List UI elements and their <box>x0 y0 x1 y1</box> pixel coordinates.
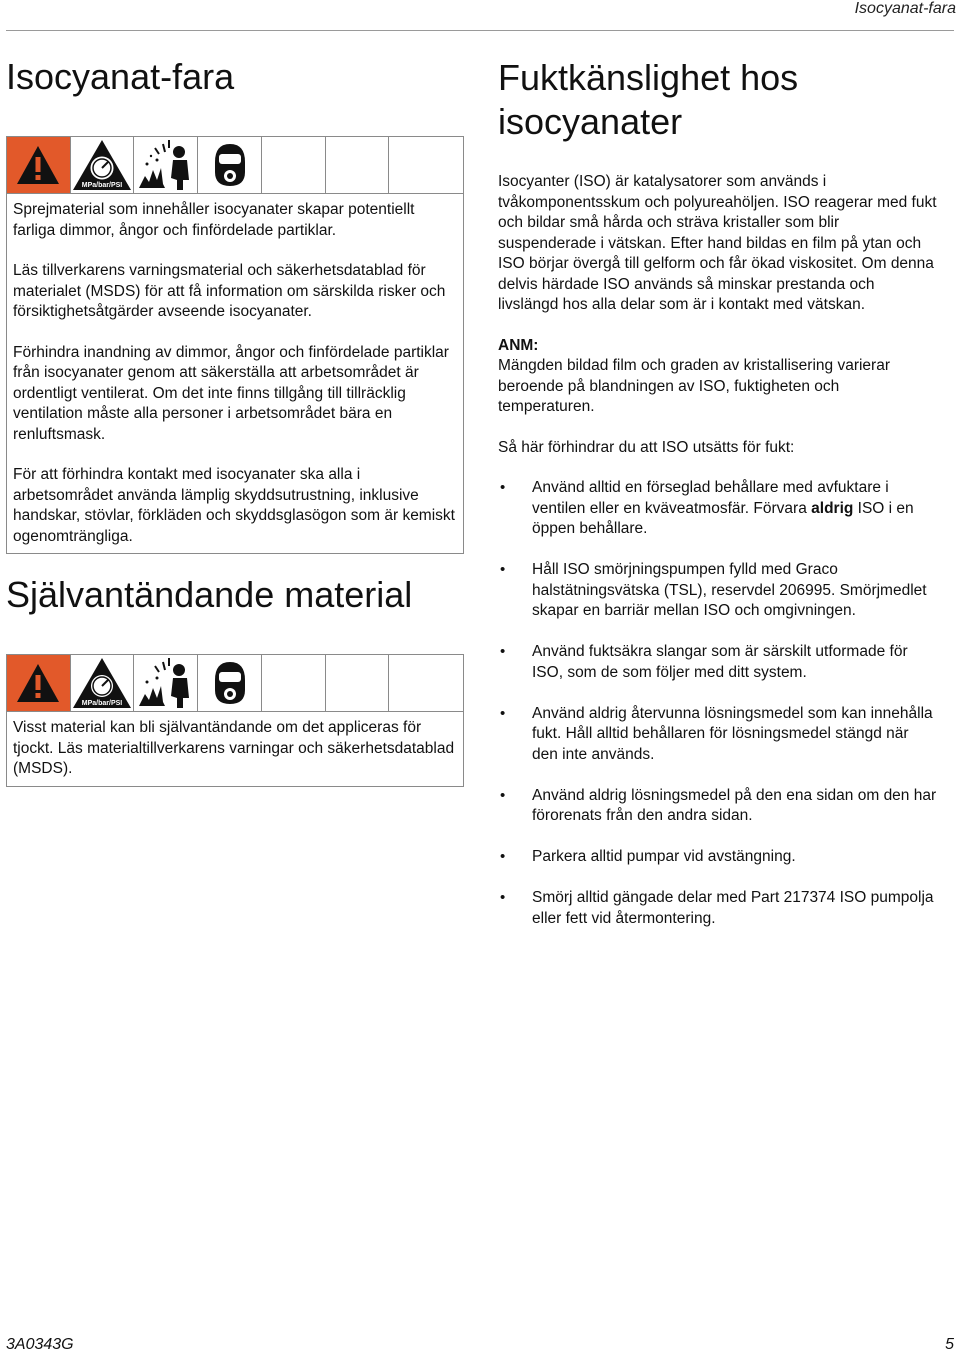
list-item-text: Använd aldrig återvunna lösningsmedel som kan innehålla fukt. Håll alltid behållaren för lösningsmedel stängd när den inte används. <box>532 704 933 763</box>
list-item <box>498 786 938 827</box>
warning-paragraph: Visst material kan bli självantändande om det appliceras för tjockt. Läs materialtillverkarens varningar och säkerhetsdatablad (MSDS). <box>13 719 455 777</box>
warning-box-self-igniting <box>6 654 464 787</box>
bullet-icon: • <box>500 561 506 578</box>
warning-triangle-icon <box>7 137 71 193</box>
warning-paragraph: Förhindra inandning av dimmor, ångor och finfördelade partiklar från isocyanater genom att säkerställa att arbetsområdet är ordentligt ventilerat. Om det inte finns tillgång till tillräcklig ventilation måste alla personer i arbetsområdet bära en renluftsmask. <box>13 343 449 443</box>
list-item <box>498 478 938 540</box>
bullet-icon: • <box>500 848 506 865</box>
warning-icon-row <box>7 137 463 194</box>
empty-icon-cell <box>326 137 390 193</box>
moisture-section-body <box>498 172 938 950</box>
respirator-mask-icon <box>198 655 262 711</box>
section-title-self-igniting: Självantändande material <box>6 574 413 615</box>
empty-icon-cell <box>389 137 463 193</box>
emphasis-never: aldrig <box>811 499 854 517</box>
list-item <box>498 888 938 929</box>
fire-explosion-person-icon <box>134 655 198 711</box>
warning-paragraph: Läs tillverkarens varningsmaterial och säkerhetsdatablad för materialet (MSDS) för att få information om särskilda risker och försiktighetsåtgärder avseende isocyanater. <box>13 262 446 320</box>
warning-paragraph: Sprejmaterial som innehåller isocyanater skapar potentiellt farliga dimmor, ångor och finfördelade partiklar. <box>13 201 415 239</box>
empty-icon-cell <box>326 655 390 711</box>
list-item <box>498 847 938 868</box>
fire-explosion-person-icon <box>134 137 198 193</box>
warning-text <box>7 712 463 786</box>
bullet-icon: • <box>500 643 506 660</box>
empty-icon-cell <box>262 137 326 193</box>
section-title-moisture-sensitivity: Fuktkänslighet hos isocyanater <box>498 57 799 142</box>
bullet-icon: • <box>500 889 506 906</box>
respirator-mask-icon <box>198 137 262 193</box>
list-item <box>498 560 938 622</box>
note-label: ANM: <box>498 336 539 354</box>
prevention-list <box>498 478 938 929</box>
list-item-text: Håll ISO smörjningspumpen fylld med Graco halstätningsvätska (TSL), reservdel 206995. Smörjmedlet skapar en barriär mellan ISO och omgivningen. <box>532 561 927 619</box>
header-rule <box>6 30 954 31</box>
document-code: 3A0343G <box>6 1336 74 1353</box>
warning-paragraph: För att förhindra kontakt med isocyanater ska alla i arbetsområdet använda lämplig skyddsutrustning, inklusive handskar, stövlar, förkläden och skyddsglasögon som är kemiskt ogenomträngliga. <box>13 466 455 545</box>
list-item <box>498 642 938 683</box>
warning-box-isocyanate <box>6 136 464 554</box>
empty-icon-cell <box>389 655 463 711</box>
intro-paragraph: Isocyanter (ISO) är katalysatorer som används i tvåkomponentsskum och polyureahöljen. ISO reagerar med fukt och bildar små hårda och sträva kristaller som blir suspenderade i vätskan. Efter hand bildas en film på ytan och ISO börjar övergå till gelform och får ökad viskositet. Om denna delvis härdade ISO används så minskar prestanda och livslängd hos alla delar som är i kontakt med vätskan. <box>498 173 937 313</box>
warning-triangle-icon <box>7 655 71 711</box>
warning-text <box>7 194 463 553</box>
list-item-text: Parkera alltid pumpar vid avstängning. <box>532 848 796 865</box>
pressure-gauge-icon <box>71 655 135 711</box>
empty-icon-cell <box>262 655 326 711</box>
list-item-text: Smörj alltid gängade delar med Part 217374 ISO pumpolja eller fett vid återmontering. <box>532 889 934 927</box>
prevent-heading: Så här förhindrar du att ISO utsätts för fukt: <box>498 438 795 456</box>
pressure-gauge-icon <box>71 137 135 193</box>
page-number: 5 <box>945 1336 954 1353</box>
bullet-icon: • <box>500 704 506 722</box>
list-item-text: Använd aldrig lösningsmedel på den ena sidan om den har förorenats från den andra sidan. <box>532 786 937 824</box>
gauge-unit-label: MPa/bar/PSI <box>81 700 123 707</box>
list-item-text: Använd alltid en förseglad behållare med avfuktare i ventilen eller en kväveatmosfär. Förvara aldrig ISO i en öppen behållare. <box>532 479 914 537</box>
note-text: Mängden bildad film och graden av kristallisering varierar beroende på blandningen av ISO, fuktigheten och temperaturen. <box>498 357 890 415</box>
running-header: Isocyanat-fara <box>854 0 956 17</box>
list-item-text: Använd fuktsäkra slangar som är särskilt utformade för ISO, som de som följer med ditt system. <box>532 643 908 681</box>
bullet-icon: • <box>500 479 506 496</box>
warning-icon-row <box>7 655 463 712</box>
list-item <box>498 704 938 766</box>
bullet-icon: • <box>500 786 506 804</box>
section-title-isocyanate-hazard: Isocyanat-fara <box>6 56 235 97</box>
gauge-unit-label: MPa/bar/PSI <box>81 182 123 189</box>
